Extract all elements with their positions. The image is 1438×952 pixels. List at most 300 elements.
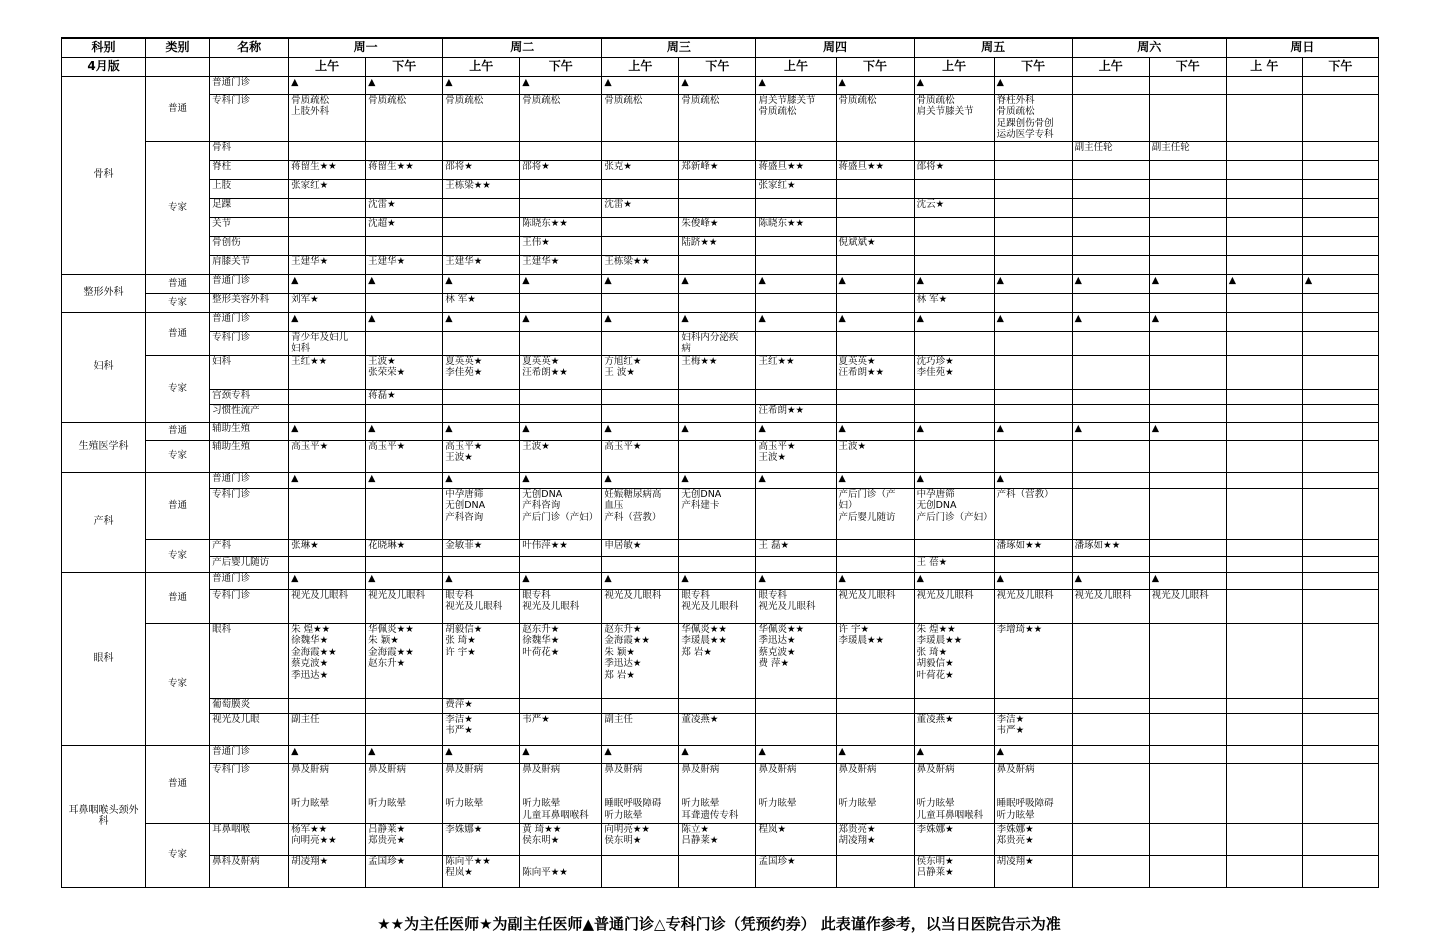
schedule-cell bbox=[756, 198, 836, 217]
schedule-cell bbox=[1226, 488, 1302, 539]
schedule-cell bbox=[1149, 236, 1226, 255]
schedule-cell bbox=[836, 141, 914, 160]
schedule-cell: 孟国珍★ bbox=[366, 855, 443, 887]
schedule-cell bbox=[756, 255, 836, 274]
schedule-cell: ▲ bbox=[994, 312, 1072, 331]
schedule-cell: 蒋磊★ bbox=[366, 389, 443, 404]
schedule-cell bbox=[836, 293, 914, 312]
schedule-cell bbox=[602, 389, 679, 404]
schedule-cell: ▲ bbox=[679, 312, 756, 331]
schedule-cell bbox=[520, 331, 602, 355]
schedule-cell: ▲ bbox=[914, 472, 994, 488]
schedule-cell bbox=[914, 217, 994, 236]
schedule-cell bbox=[520, 293, 602, 312]
schedule-cell: ▲ bbox=[914, 422, 994, 440]
schedule-cell: ▲ bbox=[443, 572, 520, 589]
schedule-cell: 视光及儿眼科 bbox=[602, 589, 679, 623]
schedule-cell bbox=[1302, 713, 1378, 745]
schedule-cell bbox=[914, 539, 994, 556]
table-row bbox=[62, 745, 1379, 763]
table-row bbox=[62, 556, 1379, 572]
type-cell: 普通 bbox=[146, 572, 210, 623]
header-pm: 下午 bbox=[679, 57, 756, 76]
schedule-cell: ▲ bbox=[366, 745, 443, 763]
schedule-cell: 高玉平★ 王波★ bbox=[443, 440, 520, 472]
type-cell: 专家 bbox=[146, 355, 210, 422]
header-day-tue: 周二 bbox=[443, 38, 602, 57]
schedule-cell bbox=[289, 698, 366, 713]
schedule-cell: ▲ bbox=[994, 745, 1072, 763]
schedule-cell bbox=[1149, 293, 1226, 312]
schedule-cell: 蒋盛旦★★ bbox=[836, 160, 914, 179]
schedule-cell: ▲ bbox=[994, 572, 1072, 589]
schedule-cell: 蒋盛旦★★ bbox=[756, 160, 836, 179]
schedule-cell: 孟国珍★ bbox=[756, 855, 836, 887]
schedule-cell: ▲ bbox=[914, 312, 994, 331]
table-row bbox=[62, 623, 1379, 698]
schedule-cell: 董凌燕★ bbox=[914, 713, 994, 745]
schedule-cell bbox=[756, 331, 836, 355]
schedule-cell: 脊柱外科 骨质疏松 足踝创伤骨创 运动医学专科 bbox=[994, 94, 1072, 141]
schedule-cell: 叶伟萍★★ bbox=[520, 539, 602, 556]
schedule-cell bbox=[836, 855, 914, 887]
schedule-cell bbox=[1072, 179, 1149, 198]
schedule-cell bbox=[1226, 389, 1302, 404]
schedule-cell: ▲ bbox=[836, 76, 914, 94]
schedule-cell: 中孕唐筛 无创DNA 产后门诊（产妇） bbox=[914, 488, 994, 539]
schedule-cell: ▲ bbox=[520, 274, 602, 293]
schedule-cell bbox=[756, 713, 836, 745]
schedule-cell bbox=[602, 855, 679, 887]
schedule-cell: ▲ bbox=[520, 745, 602, 763]
schedule-cell bbox=[1072, 623, 1149, 698]
schedule-cell: 鼻及鼾病 听力眩晕 bbox=[836, 763, 914, 823]
schedule-cell: 产后门诊（产妇） 产后婴儿随访 bbox=[836, 488, 914, 539]
schedule-cell: ▲ bbox=[443, 274, 520, 293]
schedule-cell: 无创DNA 产科咨询 产后门诊（产妇） bbox=[520, 488, 602, 539]
schedule-cell bbox=[1302, 539, 1378, 556]
clinic-name-cell: 骨科 bbox=[210, 141, 289, 160]
clinic-name-cell: 专科门诊 bbox=[210, 331, 289, 355]
schedule-cell bbox=[994, 160, 1072, 179]
table-row bbox=[62, 589, 1379, 623]
schedule-cell: 鼻及鼾病 睡眠呼吸障碍 听力眩晕 bbox=[994, 763, 1072, 823]
clinic-name-cell: 耳鼻咽喉 bbox=[210, 823, 289, 855]
schedule-cell bbox=[1149, 389, 1226, 404]
header-pm: 下午 bbox=[1149, 57, 1226, 76]
schedule-cell bbox=[1302, 572, 1378, 589]
table-row bbox=[62, 440, 1379, 472]
clinic-name-cell: 视光及儿眼 bbox=[210, 713, 289, 745]
clinic-name-cell: 专科门诊 bbox=[210, 488, 289, 539]
schedule-cell: 王波★ 张荣荣★ bbox=[366, 355, 443, 389]
schedule-cell bbox=[679, 179, 756, 198]
table-row bbox=[62, 823, 1379, 855]
schedule-cell bbox=[679, 404, 756, 422]
schedule-cell bbox=[366, 331, 443, 355]
table-row bbox=[62, 763, 1379, 823]
schedule-cell: 王 蓓★ bbox=[914, 556, 994, 572]
schedule-cell bbox=[1302, 488, 1378, 539]
clinic-name-cell: 足踝 bbox=[210, 198, 289, 217]
schedule-cell: 邵将★ bbox=[443, 160, 520, 179]
type-cell: 普通 bbox=[146, 274, 210, 293]
schedule-cell bbox=[1072, 556, 1149, 572]
schedule-cell: ▲ bbox=[289, 422, 366, 440]
schedule-cell: 韦严★ bbox=[520, 713, 602, 745]
table-row bbox=[62, 94, 1379, 141]
schedule-cell bbox=[1072, 160, 1149, 179]
schedule-cell: 杨军★★ 向明亮★★ bbox=[289, 823, 366, 855]
schedule-cell: 视光及儿眼科 bbox=[289, 589, 366, 623]
header-type: 类别 bbox=[146, 38, 210, 57]
schedule-cell bbox=[1072, 236, 1149, 255]
schedule-cell: ▲ bbox=[1149, 312, 1226, 331]
schedule-cell bbox=[602, 698, 679, 713]
dept-cell: 耳鼻咽喉头颈外科 bbox=[62, 745, 146, 887]
table-row bbox=[62, 312, 1379, 331]
schedule-cell bbox=[1302, 745, 1378, 763]
schedule-cell: ▲ bbox=[289, 472, 366, 488]
schedule-cell bbox=[1302, 236, 1378, 255]
clinic-name-cell: 普通门诊 bbox=[210, 274, 289, 293]
schedule-cell: ▲ bbox=[756, 422, 836, 440]
schedule-cell bbox=[1226, 312, 1302, 331]
schedule-cell: 花晓琳★ bbox=[366, 539, 443, 556]
header-pm: 下午 bbox=[1302, 57, 1378, 76]
schedule-cell bbox=[1226, 179, 1302, 198]
schedule-cell: 程岚★ bbox=[756, 823, 836, 855]
schedule-cell bbox=[443, 236, 520, 255]
schedule-cell: 骨质疏松 bbox=[836, 94, 914, 141]
schedule-cell: 李姝娜★ bbox=[443, 823, 520, 855]
schedule-cell bbox=[756, 556, 836, 572]
schedule-cell bbox=[994, 698, 1072, 713]
schedule-cell: 视光及儿眼科 bbox=[1072, 589, 1149, 623]
schedule-cell: 李洁★ 韦严★ bbox=[443, 713, 520, 745]
schedule-cell: ▲ bbox=[1072, 312, 1149, 331]
schedule-cell bbox=[1226, 255, 1302, 274]
schedule-cell: ▲ bbox=[1149, 422, 1226, 440]
schedule-cell: 林 军★ bbox=[443, 293, 520, 312]
schedule-cell: 张克★ bbox=[602, 160, 679, 179]
schedule-cell bbox=[1072, 713, 1149, 745]
schedule-cell: 鼻及鼾病 听力眩晕 耳聋遗传专科 bbox=[679, 763, 756, 823]
schedule-cell bbox=[1302, 556, 1378, 572]
schedule-cell: 王建华★ bbox=[443, 255, 520, 274]
clinic-name-cell: 上肢 bbox=[210, 179, 289, 198]
schedule-cell: 眼专科 视光及儿眼科 bbox=[443, 589, 520, 623]
schedule-cell bbox=[366, 179, 443, 198]
header-am: 上午 bbox=[602, 57, 679, 76]
clinic-name-cell: 习惯性流产 bbox=[210, 404, 289, 422]
schedule-cell bbox=[994, 141, 1072, 160]
schedule-cell: 倪斌斌★ bbox=[836, 236, 914, 255]
schedule-cell: 夏英英★ 汪希朗★★ bbox=[836, 355, 914, 389]
schedule-cell bbox=[289, 141, 366, 160]
schedule-cell: 骨质疏松 bbox=[443, 94, 520, 141]
schedule-cell bbox=[366, 713, 443, 745]
schedule-cell: 骨质疏松 bbox=[520, 94, 602, 141]
schedule-cell: 骨质疏松 肩关节膝关节 bbox=[914, 94, 994, 141]
schedule-cell: 陈向平★★ 程岚★ bbox=[443, 855, 520, 887]
schedule-cell bbox=[1302, 823, 1378, 855]
schedule-cell bbox=[1226, 404, 1302, 422]
schedule-cell: 赵东升★ 金海霞★★ 朱 颖★ 季迅达★ 郑 岩★ bbox=[602, 623, 679, 698]
schedule-cell bbox=[836, 198, 914, 217]
schedule-cell bbox=[1226, 623, 1302, 698]
schedule-cell bbox=[366, 141, 443, 160]
header-am: 上午 bbox=[1072, 57, 1149, 76]
table-row bbox=[62, 389, 1379, 404]
schedule-cell bbox=[1072, 198, 1149, 217]
schedule-cell: ▲ bbox=[679, 472, 756, 488]
schedule-cell bbox=[1226, 440, 1302, 472]
schedule-cell: 高玉平★ bbox=[366, 440, 443, 472]
schedule-cell: ▲ bbox=[520, 472, 602, 488]
schedule-cell: 妊娠糖尿病高 血压 产科（营教） bbox=[602, 488, 679, 539]
schedule-cell bbox=[1302, 472, 1378, 488]
legend-note: ★★为主任医师★为副主任医师▲普通门诊△专科门诊（凭预约券） 此表谨作参考，以当日医院告示为准 bbox=[377, 915, 1061, 933]
schedule-cell: ▲ bbox=[289, 76, 366, 94]
schedule-cell: ▲ bbox=[602, 274, 679, 293]
schedule-cell: 王红★★ bbox=[289, 355, 366, 389]
schedule-cell bbox=[1226, 855, 1302, 887]
schedule-cell bbox=[1302, 179, 1378, 198]
schedule-cell bbox=[994, 389, 1072, 404]
schedule-cell: 王波★ bbox=[836, 440, 914, 472]
schedule-cell bbox=[602, 556, 679, 572]
table-row bbox=[62, 179, 1379, 198]
schedule-cell bbox=[1149, 713, 1226, 745]
schedule-cell: 眼专科 视光及儿眼科 bbox=[679, 589, 756, 623]
schedule-cell bbox=[1226, 141, 1302, 160]
schedule-cell: ▲ bbox=[679, 274, 756, 293]
schedule-cell: 眼专科 视光及儿眼科 bbox=[520, 589, 602, 623]
table-row bbox=[62, 255, 1379, 274]
schedule-cell bbox=[1226, 331, 1302, 355]
schedule-cell bbox=[836, 255, 914, 274]
schedule-cell bbox=[994, 179, 1072, 198]
schedule-cell bbox=[1072, 389, 1149, 404]
schedule-cell bbox=[1149, 160, 1226, 179]
schedule-cell: 陈晓东★★ bbox=[520, 217, 602, 236]
schedule-cell bbox=[602, 404, 679, 422]
schedule-cell: 金敏菲★ bbox=[443, 539, 520, 556]
schedule-cell bbox=[994, 355, 1072, 389]
schedule-cell bbox=[1302, 217, 1378, 236]
table-row bbox=[62, 236, 1379, 255]
header-pm: 下午 bbox=[520, 57, 602, 76]
schedule-cell: ▲ bbox=[289, 745, 366, 763]
schedule-cell: ▲ bbox=[836, 745, 914, 763]
schedule-cell: ▲ bbox=[994, 472, 1072, 488]
clinic-name-cell: 肩膝关节 bbox=[210, 255, 289, 274]
clinic-name-cell: 整形美容外科 bbox=[210, 293, 289, 312]
schedule-cell: 胡凌翔★ bbox=[994, 855, 1072, 887]
schedule-cell: 黄 琦★★ 侯东明★ bbox=[520, 823, 602, 855]
schedule-cell bbox=[1226, 236, 1302, 255]
schedule-cell bbox=[994, 556, 1072, 572]
schedule-cell bbox=[994, 404, 1072, 422]
schedule-cell bbox=[1226, 713, 1302, 745]
header-day-sat: 周六 bbox=[1072, 38, 1226, 57]
schedule-cell bbox=[914, 255, 994, 274]
header-name: 名称 bbox=[210, 38, 289, 57]
table-row bbox=[62, 160, 1379, 179]
schedule-cell: ▲ bbox=[1072, 572, 1149, 589]
table-row bbox=[62, 274, 1379, 293]
clinic-name-cell: 宫颈专科 bbox=[210, 389, 289, 404]
schedule-cell: ▲ bbox=[443, 312, 520, 331]
schedule-cell bbox=[602, 236, 679, 255]
schedule-cell: 陈晓东★★ bbox=[756, 217, 836, 236]
schedule-cell: 夏英英★ 汪希朗★★ bbox=[520, 355, 602, 389]
schedule-cell: 王栋梁★★ bbox=[443, 179, 520, 198]
clinic-name-cell: 普通门诊 bbox=[210, 745, 289, 763]
schedule-cell bbox=[1072, 763, 1149, 823]
schedule-cell bbox=[1226, 698, 1302, 713]
schedule-cell: 沈雷★ bbox=[602, 198, 679, 217]
header-blank bbox=[146, 57, 210, 76]
schedule-cell bbox=[836, 179, 914, 198]
table-row bbox=[62, 422, 1379, 440]
schedule-cell: ▲ bbox=[756, 274, 836, 293]
type-cell: 普通 bbox=[146, 422, 210, 440]
schedule-cell: ▲ bbox=[994, 76, 1072, 94]
schedule-cell: 鼻及鼾病 听力眩晕 儿童耳鼻咽喉科 bbox=[914, 763, 994, 823]
schedule-cell: ▲ bbox=[914, 274, 994, 293]
schedule-cell: ▲ bbox=[366, 422, 443, 440]
schedule-cell: 高玉平★ bbox=[289, 440, 366, 472]
schedule-cell: ▲ bbox=[443, 472, 520, 488]
schedule-cell bbox=[914, 698, 994, 713]
schedule-cell: ▲ bbox=[679, 572, 756, 589]
schedule-cell: 郑新峰★ bbox=[679, 160, 756, 179]
schedule-cell: 沈云★ bbox=[914, 198, 994, 217]
schedule-cell: 许 宇★ 李瑗晨★★ bbox=[836, 623, 914, 698]
clinic-name-cell: 普通门诊 bbox=[210, 572, 289, 589]
header-am: 上午 bbox=[289, 57, 366, 76]
schedule-cell bbox=[1149, 179, 1226, 198]
schedule-cell: 董凌燕★ bbox=[679, 713, 756, 745]
schedule-cell bbox=[679, 556, 756, 572]
schedule-cell bbox=[756, 236, 836, 255]
schedule-cell: ▲ bbox=[443, 422, 520, 440]
schedule-cell bbox=[994, 217, 1072, 236]
clinic-name-cell: 葡萄膜炎 bbox=[210, 698, 289, 713]
schedule-cell bbox=[366, 488, 443, 539]
schedule-cell: ▲ bbox=[994, 274, 1072, 293]
clinic-name-cell: 脊柱 bbox=[210, 160, 289, 179]
schedule-cell bbox=[520, 404, 602, 422]
schedule-cell: ▲ bbox=[443, 76, 520, 94]
schedule-cell bbox=[1302, 293, 1378, 312]
schedule-cell: 吕静莱★ 郑贵亮★ bbox=[366, 823, 443, 855]
schedule-cell: 华佩炎★★ 朱 颖★ 金海霞★★ 赵东升★ bbox=[366, 623, 443, 698]
schedule-cell: 王伟★ bbox=[520, 236, 602, 255]
schedule-cell bbox=[836, 389, 914, 404]
schedule-cell bbox=[1072, 217, 1149, 236]
schedule-cell bbox=[602, 331, 679, 355]
schedule-cell bbox=[1149, 255, 1226, 274]
schedule-cell: 陆跻★★ bbox=[679, 236, 756, 255]
header-day-sun: 周日 bbox=[1226, 38, 1378, 57]
schedule-cell: ▲ bbox=[1072, 274, 1149, 293]
schedule-cell bbox=[520, 389, 602, 404]
schedule-cell: 蒋留生★★ bbox=[366, 160, 443, 179]
schedule-cell: ▲ bbox=[756, 76, 836, 94]
clinic-name-cell: 产后婴儿随访 bbox=[210, 556, 289, 572]
header-day-mon: 周一 bbox=[289, 38, 443, 57]
table-row bbox=[62, 331, 1379, 355]
schedule-cell bbox=[1226, 745, 1302, 763]
schedule-cell bbox=[443, 556, 520, 572]
schedule-cell bbox=[1302, 422, 1378, 440]
table-row bbox=[62, 539, 1379, 556]
schedule-cell bbox=[1149, 404, 1226, 422]
schedule-cell: 邵将★ bbox=[520, 160, 602, 179]
schedule-cell bbox=[1072, 745, 1149, 763]
schedule-cell: 李增琦★★ bbox=[994, 623, 1072, 698]
clinic-name-cell: 关节 bbox=[210, 217, 289, 236]
schedule-cell: ▲ bbox=[756, 745, 836, 763]
schedule-cell bbox=[1226, 217, 1302, 236]
schedule-cell: 沈巧珍★ 李佳苑★ bbox=[914, 355, 994, 389]
clinic-name-cell: 专科门诊 bbox=[210, 589, 289, 623]
schedule-cell bbox=[836, 713, 914, 745]
schedule-cell: 朱 煌★★ 徐魏华★ 金海霞★★ 蔡克波★ 季迅达★ bbox=[289, 623, 366, 698]
schedule-cell: 申居敏★ bbox=[602, 539, 679, 556]
schedule-cell: 副主任 bbox=[289, 713, 366, 745]
schedule-cell bbox=[1149, 698, 1226, 713]
dept-cell: 生殖医学科 bbox=[62, 422, 146, 472]
dept-cell: 妇科 bbox=[62, 312, 146, 422]
schedule-cell bbox=[289, 198, 366, 217]
schedule-cell bbox=[1226, 823, 1302, 855]
schedule-cell: 方旭红★ 王 波★ bbox=[602, 355, 679, 389]
type-cell: 专家 bbox=[146, 623, 210, 745]
schedule-cell: ▲ bbox=[836, 422, 914, 440]
schedule-cell bbox=[994, 236, 1072, 255]
schedule-cell bbox=[520, 698, 602, 713]
schedule-cell: 朱俊峰★ bbox=[679, 217, 756, 236]
schedule-cell: ▲ bbox=[994, 422, 1072, 440]
schedule-cell: ▲ bbox=[602, 422, 679, 440]
schedule-cell bbox=[520, 198, 602, 217]
schedule-cell: ▲ bbox=[1149, 572, 1226, 589]
schedule-cell bbox=[1302, 404, 1378, 422]
schedule-cell bbox=[1072, 94, 1149, 141]
clinic-name-cell: 普通门诊 bbox=[210, 76, 289, 94]
schedule-cell bbox=[289, 404, 366, 422]
schedule-cell bbox=[1072, 488, 1149, 539]
schedule-cell bbox=[1226, 422, 1302, 440]
schedule-cell: ▲ bbox=[602, 572, 679, 589]
schedule-cell bbox=[679, 440, 756, 472]
schedule-cell bbox=[994, 331, 1072, 355]
schedule-cell: ▲ bbox=[679, 76, 756, 94]
clinic-name-cell: 普通门诊 bbox=[210, 312, 289, 331]
schedule-cell bbox=[1149, 331, 1226, 355]
schedule-cell bbox=[1302, 198, 1378, 217]
schedule-cell bbox=[1149, 198, 1226, 217]
schedule-cell bbox=[443, 389, 520, 404]
schedule-cell: 胡毅信★ 张 琦★ 许 宇★ bbox=[443, 623, 520, 698]
schedule-cell bbox=[756, 293, 836, 312]
schedule-cell: ▲ bbox=[836, 274, 914, 293]
schedule-cell bbox=[1302, 355, 1378, 389]
